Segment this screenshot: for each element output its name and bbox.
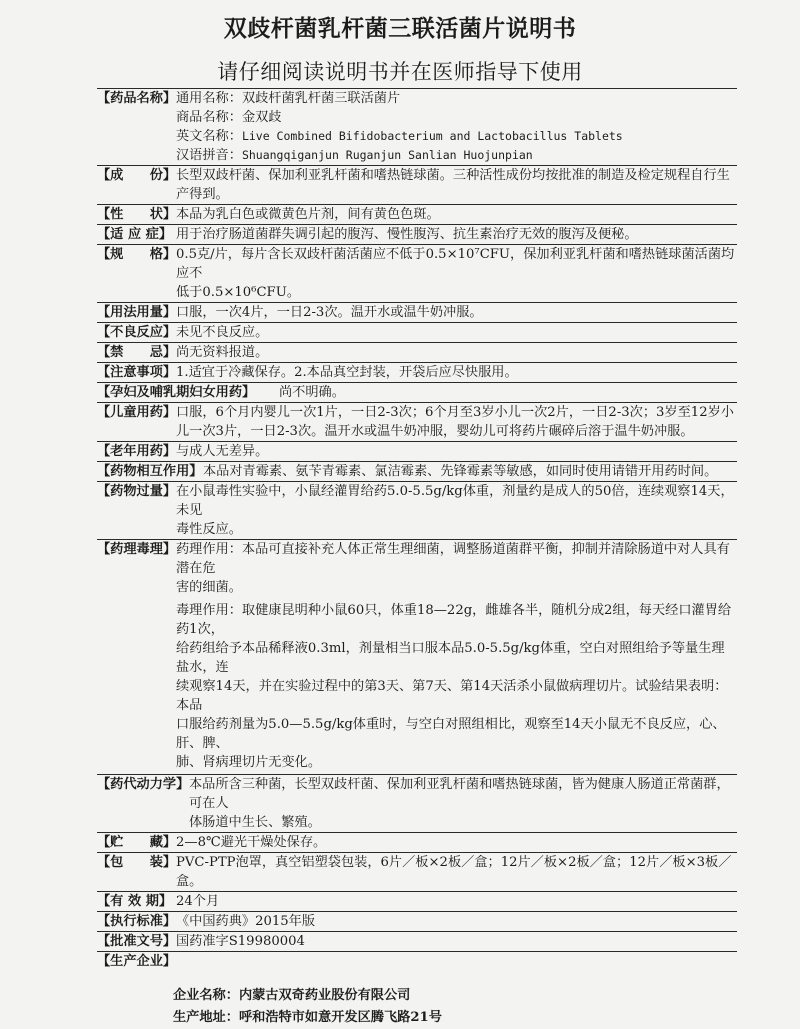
section-approval: [97, 931, 737, 951]
section-text: 用于治疗肠道菌群失调引起的腹泻、慢性腹泻、抗生素治疗无效的腹泻及便秘。: [176, 227, 638, 242]
section-text: 给药组给予本品稀释液0.3ml，剂量相当口服本品5.0-5.5g/kg体重，空白对照组给予等量生理盐水，连: [176, 641, 725, 675]
section-pharmacology: [97, 539, 737, 774]
section-elderly: [97, 441, 737, 461]
section-storage: [97, 832, 737, 852]
section-text: 体肠道中生长、繁殖。: [189, 815, 321, 830]
section-label: 【批准文号】: [97, 934, 177, 949]
section-label: 【禁 忌】: [97, 345, 177, 360]
section-text: 与成人无差异。: [176, 444, 269, 459]
section-text: 本品所含三种菌，长型双歧杆菌、保加利亚乳杆菌和嗜热链球菌，皆为健康人肠道正常菌群，可在人: [189, 777, 730, 811]
section-label: 【药代动力学】: [97, 777, 190, 792]
section-label: 【有 效 期】: [97, 894, 173, 909]
english-name-value: Live Combined Bifidobacterium and Lactobacillus Tablets: [241, 129, 623, 143]
section-text: 口服给药剂量为5.0—5.5g/kg体重时，与空白对照组相比，观察至14天小鼠无不良反应，心、肝、脾、: [176, 717, 726, 751]
section-appearance: [97, 204, 737, 224]
section-text: 尚不明确。: [279, 385, 345, 400]
section-text: 尚无资料报道。: [176, 345, 269, 360]
company-name-label: 企业名称：: [173, 988, 239, 1003]
section-interactions: [97, 461, 737, 481]
section-label: 【生产企业】: [97, 954, 177, 969]
section-text: 药理作用：本品可直接补充人体正常生理细菌，调整肠道菌群平衡，抑制并清除肠道中对人具有潜在危: [176, 542, 730, 576]
section-text: 在小鼠毒性实验中，小鼠经灌胃给药5.0-5.5g/kg体重，剂量约是成人的50倍，连续观察14天，未见: [176, 484, 734, 518]
company-name-value: 内蒙古双奇药业股份有限公司: [238, 988, 411, 1003]
section-label: 【注意事项】: [97, 365, 177, 380]
section-text: 毒理作用：取健康昆明种小鼠60只，体重18—22g，雌雄各半，随机分成2组，每天经口灌胃给药1次，: [176, 603, 732, 637]
section-text: 国药准字S19980004: [176, 934, 305, 949]
section-text: 肺、肾病理切片无变化。: [176, 755, 322, 770]
section-text: 口服，一次4片，一日2-3次。温开水或温牛奶冲服。: [176, 305, 483, 320]
section-usage: [97, 302, 737, 322]
section-label: 【贮 藏】: [97, 835, 177, 850]
section-label: 【用法用量】: [97, 305, 177, 320]
section-precautions: [97, 362, 737, 382]
section-text: PVC-PTP泡罩，真空铝塑袋包装，6片／板×2板／盒；12片／板×2板／盒；12片／板×3板／盒。: [176, 855, 732, 889]
leaflet-title: 双歧杆菌乳杆菌三联活菌片说明书: [223, 15, 577, 42]
english-name-label: 英文名称：: [176, 129, 242, 144]
section-text: 0.5克/片，每片含长双歧杆菌活菌应不低于0.5×10⁷CFU，保加利亚乳杆菌和嗜热链球菌活菌均应不: [176, 247, 735, 281]
leaflet-body: [97, 88, 737, 1029]
section-label: 【成 份】: [97, 168, 177, 183]
section-text: 《中国药典》2015年版: [176, 914, 316, 929]
section-label: 【执行标准】: [97, 914, 177, 929]
company-address-label: 生产地址：: [173, 1010, 239, 1025]
section-pediatric: [97, 402, 737, 441]
leaflet-subtitle: 请仔细阅读说明书并在医师指导下使用: [217, 60, 583, 84]
section-text: 害的细菌。: [176, 580, 242, 595]
section-label: 【包 装】: [97, 855, 177, 870]
section-validity: [97, 891, 737, 911]
section-standard: [97, 911, 737, 931]
section-indications: [97, 224, 737, 244]
section-overdose: [97, 481, 737, 539]
section-text: 1.适宜于冷藏保存。2.本品真空封装，开袋后应尽快服用。: [176, 365, 518, 380]
company-info: [97, 985, 737, 1029]
section-composition: [97, 165, 737, 204]
section-label: 【孕妇及哺乳期妇女用药】: [97, 385, 256, 400]
section-text: 低于0.5×10⁶CFU。: [176, 285, 301, 300]
section-text: 续观察14天，并在实验过程中的第3天、第7天、第14天活杀小鼠做病理切片。试验结果表明：本品: [176, 679, 728, 713]
trade-name-label: 商品名称：: [176, 110, 242, 125]
section-text: 本品对青霉素、氨苄青霉素、氯洁霉素、先锋霉素等敏感，如同时使用请错开用药时间。: [203, 464, 718, 479]
common-name-value: 双歧杆菌乳杆菌三联活菌片: [241, 91, 401, 106]
section-label: 【药品名称】: [97, 91, 177, 106]
section-label: 【老年用药】: [97, 444, 177, 459]
section-text: 未见不良反应。: [176, 325, 269, 340]
section-label: 【药物过量】: [97, 484, 177, 499]
section-label: 【药物相互作用】: [97, 464, 203, 479]
section-pharmacokinetics: [97, 774, 737, 832]
pinyin-value: Shuangqiganjun Ruganjun Sanlian Huojunpian: [241, 148, 533, 162]
section-pregnancy: [97, 382, 737, 402]
company-address-value: 呼和浩特市如意开发区腾飞路21号: [238, 1010, 442, 1025]
section-label: 【药理毒理】: [97, 542, 177, 557]
section-label: 【性 状】: [97, 207, 177, 222]
section-contraindications: [97, 342, 737, 362]
trade-name-value: 金双歧: [241, 110, 282, 125]
section-drug-name: [97, 88, 737, 165]
section-text: 口服，6个月内婴儿一次1片，一日2-3次；6个月至3岁小儿一次2片，一日2-3次；3岁至12岁小: [176, 405, 734, 420]
section-adverse: [97, 322, 737, 342]
section-text: 长型双歧杆菌、保加利亚乳杆菌和嗜热链球菌。三种活性成份均按批准的制造及检定规程自行生产得到。: [176, 168, 730, 202]
section-text: 毒性反应。: [176, 522, 242, 537]
section-manufacturer: [97, 951, 737, 1029]
section-text: 24个月: [176, 894, 220, 909]
section-label: 【不良反应】: [97, 325, 177, 340]
section-specification: [97, 244, 737, 302]
section-label: 【规 格】: [97, 247, 177, 262]
section-label: 【儿童用药】: [97, 405, 177, 420]
section-package: [97, 852, 737, 891]
pinyin-label: 汉语拼音：: [176, 148, 242, 163]
section-label: 【适 应 症】: [97, 227, 173, 242]
section-text: 2—8℃避光干燥处保存。: [176, 835, 327, 850]
section-text: 儿一次3片，一日2-3次。温开水或温牛奶冲服，婴幼儿可将药片碾碎后溶于温牛奶冲服。: [176, 424, 694, 439]
section-text: 本品为乳白色或微黄色片剂，间有黄色色斑。: [176, 207, 440, 222]
common-name-label: 通用名称：: [176, 91, 242, 106]
